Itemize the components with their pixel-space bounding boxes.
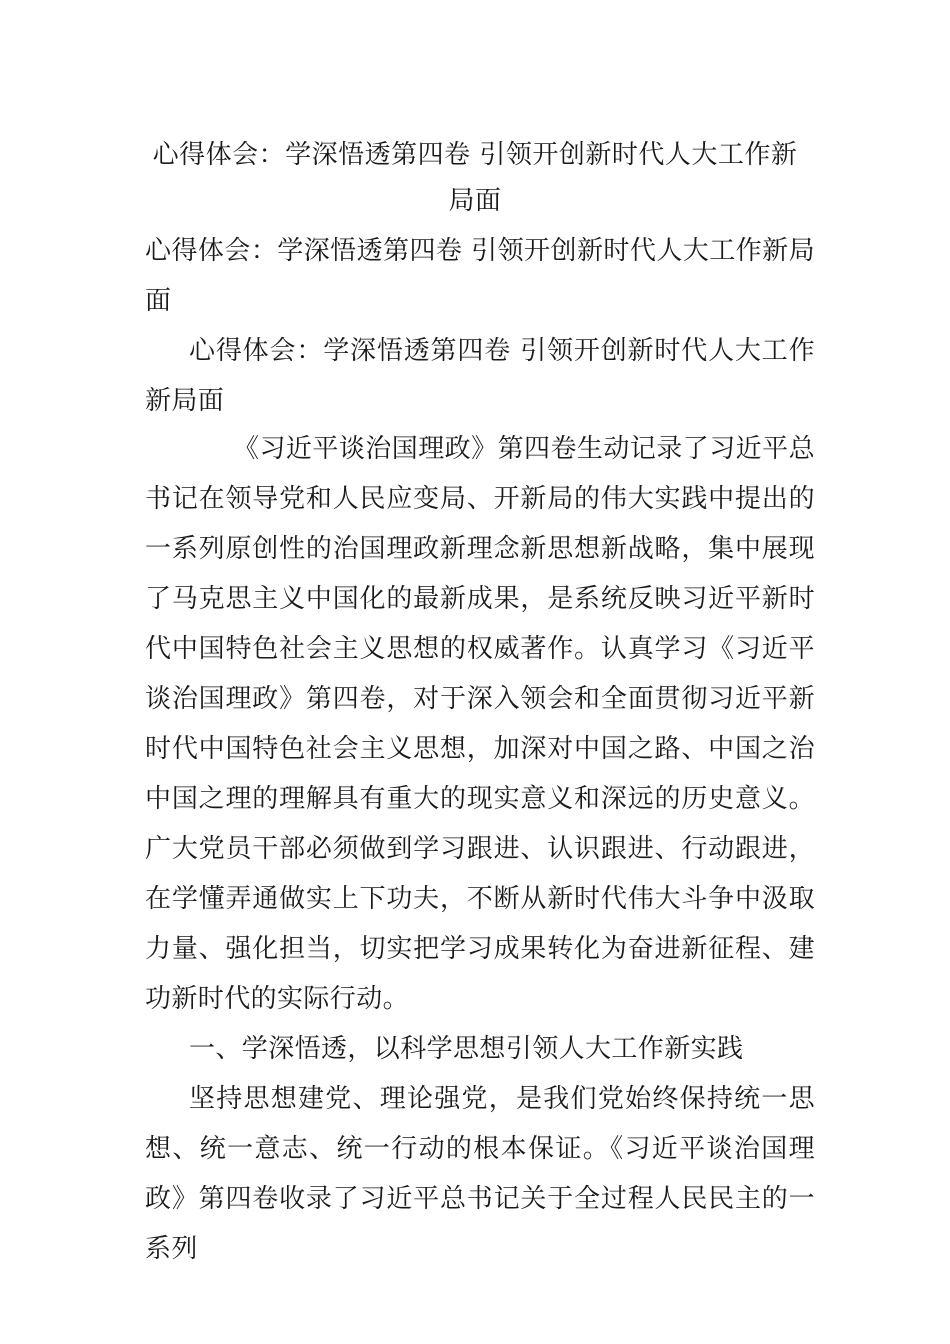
repeated-title: 心得体会：学深悟透第四卷 引领开创新时代人大工作新局面 bbox=[145, 236, 815, 316]
section-paragraph: 坚持思想建党、理论强党，是我们党始终保持统一思想、统一意志、统一行动的根本保证。《习近平谈治国理政》第四卷收录了习近平总书记关于全过程人民民主的一系列 bbox=[145, 1084, 815, 1264]
document-subtitle: 心得体会：学深悟透第四卷 引领开创新时代人大工作新局面 bbox=[145, 336, 815, 416]
document-title: 心得体会：学深悟透第四卷 引领开创新时代人大工作新局面 bbox=[152, 140, 798, 216]
intro-paragraph: 《习近平谈治国理政》第四卷生动记录了习近平总书记在领导党和人民应变局、开新局的伟大实践中提出的一系列原创性的治国理政新理念新思想新战略，集中展现了马克思主义中国化的最新成果，是系统反映习近平新时代中国特色社会主义思想的权威著作。认真学习《习近平谈治国理政》第四卷，对于深入领会和全面贯彻习近平新时代中国特色社会主义思想，加深对中国之路、中国之治中国之理的理解具有重大的现实意义和深远的历史意义。广大党员干部必须做到学习跟进、认识跟进、行动跟进，在学懂弄通做实上下功夫，不断从新时代伟大斗争中汲取力量、强化担当，切实把学习成果转化为奋进新征程、建功新时代的实际行动。 bbox=[145, 434, 815, 1014]
section-heading: 一、学深悟透，以科学思想引领人大工作新实践 bbox=[189, 1034, 744, 1064]
